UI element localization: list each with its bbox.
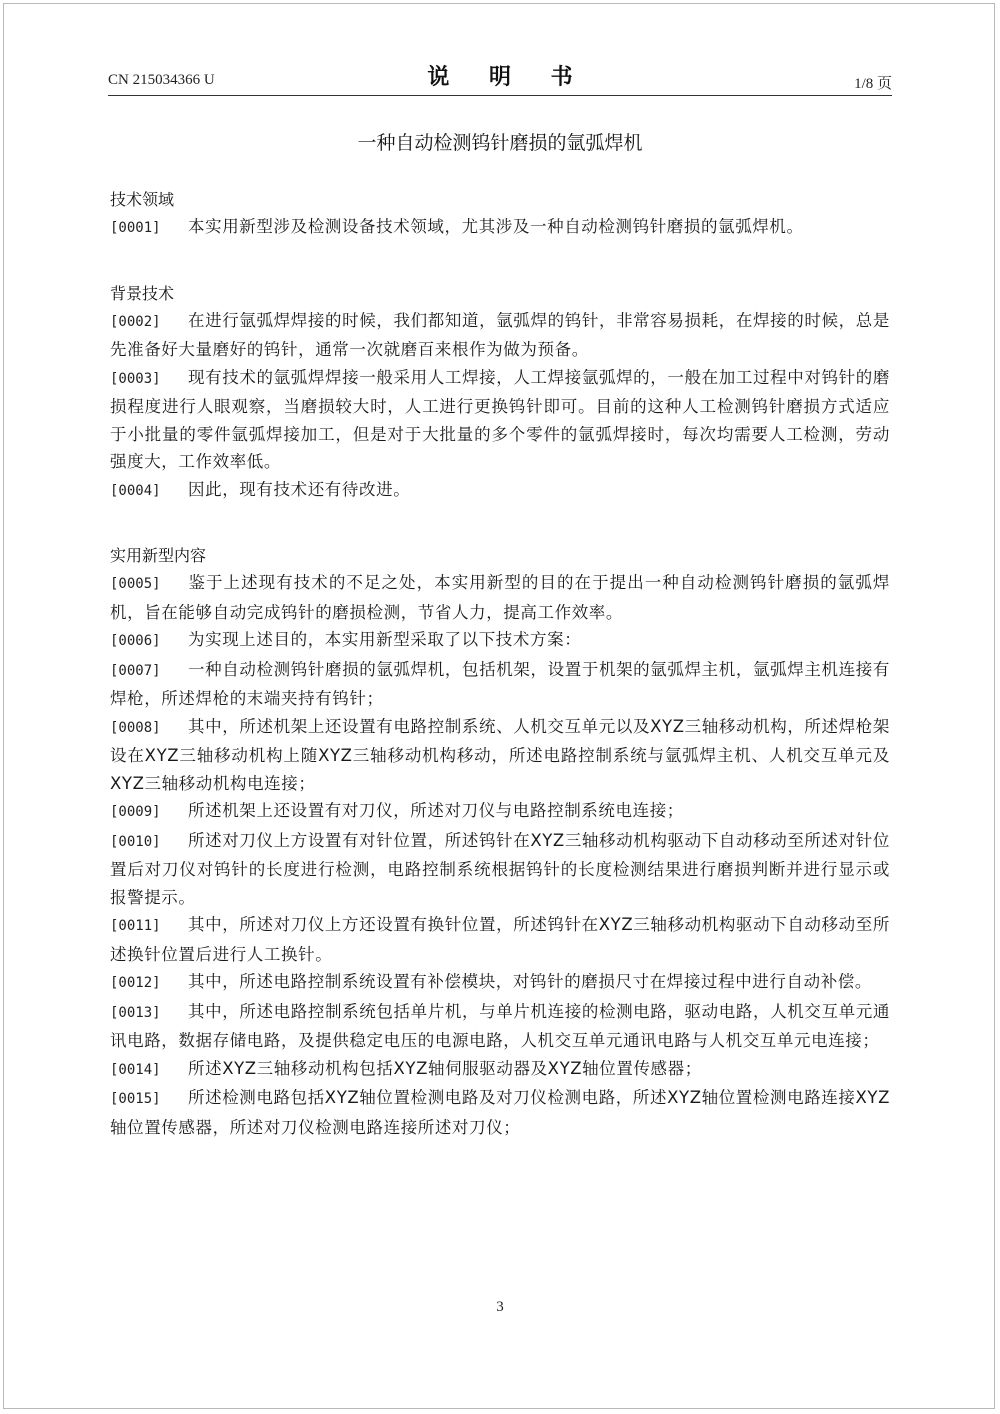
paragraph-text: 一种自动检测钨针磨损的氩弧焊机，包括机架，设置于机架的氩弧焊主机，氩弧焊主机连接有焊枪，所述焊枪的末端夹持有钨针； [110,659,890,708]
header-rule [108,95,892,96]
paragraph-text: 所述机架上还设置有对刀仪，所述对刀仪与电路控制系统电连接； [188,801,684,820]
paragraph-text: 其中，所述对刀仪上方还设置有换针位置，所述钨针在XYZ三轴移动机构驱动下自动移动至所述换针位置后进行人工换针。 [110,915,890,964]
paragraph-number: [0008] [110,719,161,736]
paragraph-number: [0013] [110,1004,161,1021]
paragraph-number: [0014] [110,1061,161,1078]
section-heading: 背景技术 [110,283,175,303]
paragraph [110,797,890,827]
section-gap [110,505,890,542]
document-type: 说 明 书 [427,65,589,90]
paragraph-number: [0001] [110,220,161,236]
paragraph [110,364,890,476]
paragraph-number: [0006] [110,633,161,649]
paragraph [110,827,890,912]
paragraph-number: [0007] [110,662,161,679]
paragraph-number: [0005] [110,576,161,592]
paragraph-text: 为实现上述目的，本实用新型采取了以下技术方案： [188,630,582,649]
paragraph [110,713,890,798]
page-header [108,60,892,96]
paragraph [110,911,890,968]
paragraph-text: 现有技术的氩弧焊焊接一般采用人工焊接，人工焊接氩弧焊的，一般在加工过程中对钨针的磨损程度进行人眼观察，当磨损较大时，人工进行更换钨针即可。目前的这种人工检测钨针磨损方式适应于小批量的零件氩弧焊接加工，但是对于大批量的多个零件的氩弧焊接时，每次均需要人工检测，劳动强度大，工作效率低。 [110,367,890,471]
paragraph [110,213,890,243]
paragraph-text: 鉴于上述现有技术的不足之处，本实用新型的目的在于提出一种自动检测钨针磨损的氩弧焊机，旨在能够自动完成钨针的磨损检测，节省人力，提高工作效率。 [110,573,890,622]
page-number: 3 [496,1299,504,1315]
paragraph [110,626,890,656]
paragraph-number: [0003] [110,370,161,387]
section-gap [110,243,890,280]
paragraph-text: 所述XYZ三轴移动机构包括XYZ轴伺服驱动器及XYZ轴位置传感器； [188,1058,702,1078]
paragraph-text: 在进行氩弧焊焊接的时候，我们都知道，氩弧焊的钨针，非常容易损耗，在焊接的时候，总是先准备好大量磨好的钨针，通常一次就磨百来根作为做为预备。 [110,310,890,359]
paragraph-number: [0012] [110,975,161,991]
paragraph-number: [0002] [110,313,161,330]
section-heading: 实用新型内容 [110,546,207,565]
paragraph-number: [0004] [110,482,161,499]
paragraph-number: [0011] [110,918,161,934]
paragraph-number: [0010] [110,833,161,850]
paragraph [110,569,890,626]
paragraph-number: [0015] [110,1091,161,1107]
paragraph [110,476,890,506]
paragraph-text: 所述对刀仪上方设置有对针位置，所述钨针在XYZ三轴移动机构驱动下自动移动至所述对针位置后对刀仪对钨针的长度进行检测，电路控制系统根据钨针的长度检测结果进行磨损判断并进行显示或报警提示。 [110,830,890,907]
paragraph [110,307,890,364]
section-heading: 技术领域 [110,190,175,209]
document-title: 一种自动检测钨针磨损的氩弧焊机 [357,132,643,154]
paragraph-text: 其中，所述电路控制系统设置有补偿模块，对钨针的磨损尺寸在焊接过程中进行自动补偿。 [188,972,872,991]
paragraph [110,998,890,1055]
page-indicator: 1/8 页 [854,76,892,92]
paragraph-text: 因此，现有技术还有待改进。 [188,479,411,499]
paragraph-text: 所述检测电路包括XYZ轴位置检测电路及对刀仪检测电路，所述XYZ轴位置检测电路连接XYZ轴位置传感器，所述对刀仪检测电路连接所述对刀仪； [110,1088,890,1137]
paragraph [110,1084,890,1141]
paragraph [110,1055,890,1085]
paragraph [110,968,890,998]
paragraph-number: [0009] [110,804,161,820]
patent-number: CN 215034366 U [108,72,215,88]
paragraph [110,656,890,713]
document-body [110,186,890,1141]
paragraph-text: 其中，所述电路控制系统包括单片机，与单片机连接的检测电路，驱动电路，人机交互单元通讯电路，数据存储电路，及提供稳定电压的电源电路，人机交互单元通讯电路与人机交互单元电连接； [110,1001,890,1050]
paragraph-text: 其中，所述机架上还设置有电路控制系统、人机交互单元以及XYZ三轴移动机构，所述焊枪架设在XYZ三轴移动机构上随XYZ三轴移动机构移动，所述电路控制系统与氩弧焊主机、人机交互单元及XYZ三轴移动机构电连接； [110,716,890,793]
paragraph-text: 本实用新型涉及检测设备技术领域，尤其涉及一种自动检测钨针磨损的氩弧焊机。 [188,217,804,236]
